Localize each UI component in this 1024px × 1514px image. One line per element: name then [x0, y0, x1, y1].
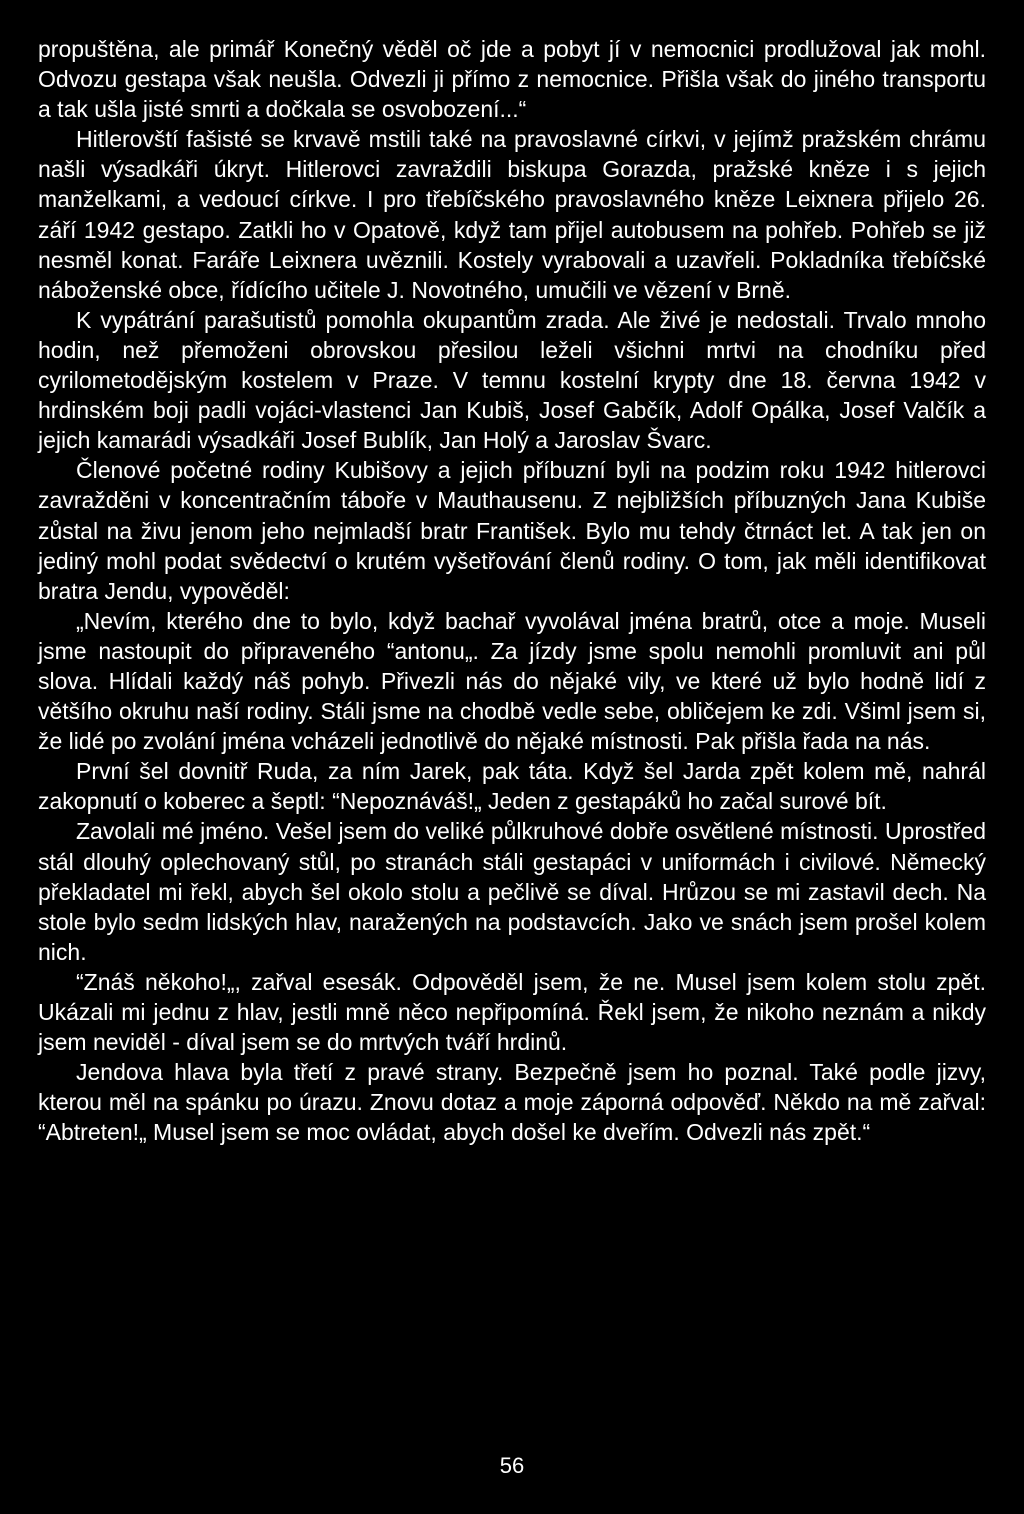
- page-text: [38, 34, 986, 1147]
- paragraph: Zavolali mé jméno. Vešel jsem do veliké půlkruhové dobře osvětlené místnosti. Uprostřed stál dlouhý oplechovaný stůl, po stranách stáli gestapáci v uniformách i civilové. Německý překladatel mi řekl, abych šel okolo stolu a pečlivě se díval. Hrůzou se mi zastavil dech. Na stole bylo sedm lidských hlav, naražených na podstavcích. Jako ve snách jsem prošel kolem nich.: [38, 818, 986, 965]
- paragraph: Jendova hlava byla třetí z pravé strany. Bezpečně jsem ho poznal. Také podle jizvy, kterou měl na spánku po úrazu. Znovu dotaz a moje záporná odpověď. Někdo na mě zařval: “Abtreten!„ Musel jsem se moc ovládat, abych došel ke dveřím. Odvezli nás zpět.“: [38, 1059, 986, 1146]
- page-number: 56: [499, 1453, 525, 1478]
- paragraph: “Znáš někoho!„, zařval esesák. Odpověděl jsem, že ne. Musel jsem kolem stolu zpět. Ukázali mi jednu z hlav, jestli mně něco nepřipomíná. Řekl jsem, že nikoho neznám a nikdy jsem neviděl - díval jsem se do mrtvých tváří hrdinů.: [38, 968, 986, 1056]
- paragraph: Členové početné rodiny Kubišovy a jejich příbuzní byli na podzim roku 1942 hitlerovci zavražděni v koncentračním táboře v Mauthausenu. Z nejbližších příbuzných Jana Kubiše zůstal na živu jenom jeho nejmladší bratr František. Bylo mu tehdy čtrnáct let. A tak jen on jediný mohl podat svědectví o krutém vyšetřování členů rodiny. O tom, jak měli identifikovat bratra Jendu, vypověděl:: [38, 457, 986, 604]
- paragraph: První šel dovnitř Ruda, za ním Jarek, pak táta. Když šel Jarda zpět kolem mě, nahrál zakopnutí o koberec a šeptl: “Nepoznáváš!„ Jeden z gestapáků ho začal surové bít.: [38, 758, 986, 815]
- paragraph: propuštěna, ale primář Konečný věděl oč jde a pobyt jí v nemocnici prodlužoval jak mohl. Odvozu gestapa však neušla. Odvezli ji přímo z nemocnice. Přišla však do jiného transportu a tak ušla jisté smrti a dočkala se osvobození...“: [38, 36, 986, 123]
- paragraph: „Nevím, kterého dne to bylo, když bachař vyvolával jména bratrů, otce a moje. Museli jsme nastoupit do připraveného “antonu„. Za jízdy jsme spolu nemohli promluvit ani půl slova. Hlídali každý náš pohyb. Přivezli nás do nějaké vily, ve které už bylo hodně lidí z většího okruhu naší rodiny. Stáli jsme na chodbě vedle sebe, obličejem ke zdi. Všiml jsem si, že lidé po zvolání jména vcházeli jednotlivě do nějaké místnosti. Pak přišla řada na nás.: [38, 607, 986, 755]
- paragraph: K vypátrání parašutistů pomohla okupantům zrada. Ale živé je nedostali. Trvalo mnoho hodin, než přemoženi obrovskou přesilou leželi všichni mrtvi na chodníku před cyrilometodějským kostelem v Praze. V temnu kostelní krypty dne 18. června 1942 v hrdinském boji padli vojáci-vlastenci Jan Kubiš, Josef Gabčík, Adolf Opálka, Josef Valčík a jejich kamarádi výsadkáři Josef Bublík, Jan Holý a Jaroslav Švarc.: [38, 306, 986, 454]
- paragraph: Hitlerovští fašisté se krvavě mstili také na pravoslavné církvi, v jejímž pražském chrámu našli výsadkáři úkryt. Hitlerovci zavraždili biskupa Gorazda, pražské kněze i s jejich manželkami, a vedoucí církve. I pro třebíčského pravoslavného kněze Leixnera přijelo 26. září 1942 gestapo. Zatkli ho v Opatově, když tam přijel autobusem na pohřeb. Pohřeb se již nesměl konat. Faráře Leixnera uvěznili. Kostely vyrabovali a uzavřeli. Pokladníka třebíčské náboženské obce, řídícího učitele J. Novotného, umučili ve vězení v Brně.: [38, 126, 986, 303]
